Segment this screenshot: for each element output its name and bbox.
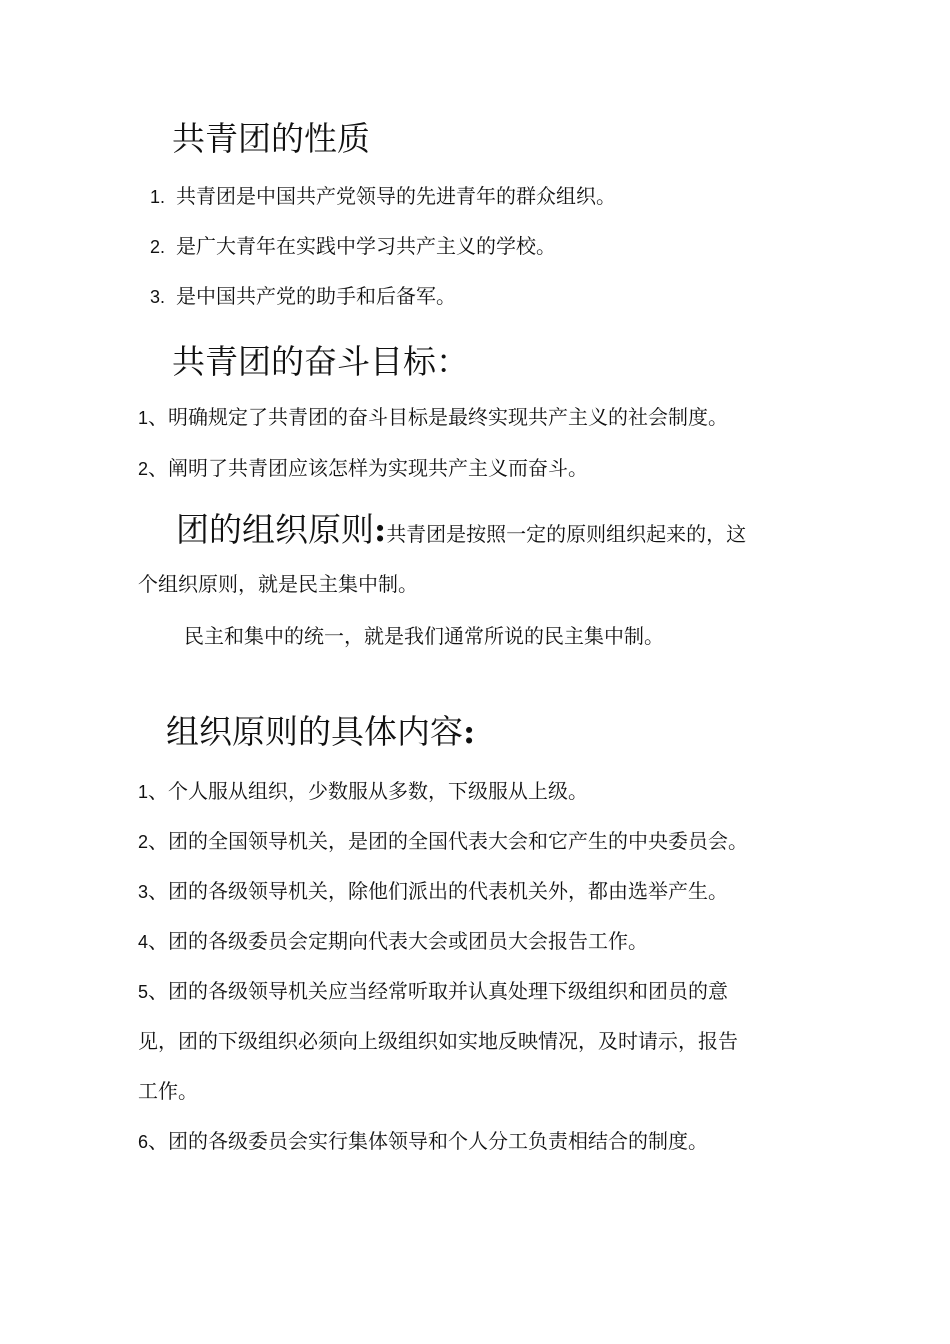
- list-item: [150, 182, 616, 211]
- section-title-goal: 共青团的奋斗目标：: [172, 342, 469, 381]
- section-title-principle: 团的组织原则: [176, 510, 374, 549]
- list-item-text: 、个人服从组织，少数服从多数，下级服从上级。: [148, 779, 589, 803]
- list-item-text: 、团的各级领导机关应当经常听取并认真处理下级组织和团员的意: [148, 979, 729, 1003]
- list-number: 3: [138, 882, 149, 902]
- list-item: [138, 827, 748, 856]
- list-number: 2: [138, 832, 149, 852]
- list-number: 1: [138, 782, 149, 802]
- list-item-text: 、团的各级委员会实行集体领导和个人分工负责相结合的制度。: [148, 1129, 709, 1153]
- title-colon: :: [374, 510, 387, 549]
- principle-text-cont: 个组织原则，就是民主集中制。: [138, 572, 418, 596]
- list-item-text: 、团的全国领导机关，是团的全国代表大会和它产生的中央委员会。: [148, 829, 749, 853]
- list-item-text: 、团的各级委员会定期向代表大会或团员大会报告工作。: [148, 929, 649, 953]
- list-item-text: 工作。: [138, 1079, 198, 1103]
- list-number: 1: [138, 408, 149, 428]
- list-item-continuation: [138, 1077, 198, 1105]
- list-item-text: 是广大青年在实践中学习共产主义的学校。: [176, 234, 556, 258]
- section-title-nature: 共青团的性质: [172, 119, 370, 158]
- list-item: [138, 977, 728, 1006]
- title-colon: :: [463, 712, 476, 751]
- list-number: 2: [138, 459, 149, 479]
- list-item: [150, 282, 456, 311]
- list-item-continuation: [138, 1027, 738, 1055]
- content-title-text: 组织原则的具体内容: [166, 712, 463, 751]
- list-item-text: 是中国共产党的助手和后备军。: [176, 284, 456, 308]
- list-number: 6: [138, 1132, 149, 1152]
- principle-summary: 民主和集中的统一，就是我们通常所说的民主集中制。: [184, 624, 664, 648]
- list-number: 4: [138, 932, 149, 952]
- list-item-text: 、明确规定了共青团的奋斗目标是最终实现共产主义的社会制度。: [148, 405, 729, 429]
- list-item: [138, 927, 648, 956]
- list-item: [138, 777, 588, 806]
- list-item-text: 共青团是中国共产党领导的先进青年的群众组织。: [176, 184, 616, 208]
- list-item: [138, 1127, 708, 1156]
- list-item: [138, 403, 728, 432]
- list-number: 2.: [150, 237, 166, 257]
- section-title-content: [166, 712, 475, 752]
- list-number: 1.: [150, 187, 166, 207]
- list-item-text: 、阐明了共青团应该怎样为实现共产主义而奋斗。: [148, 456, 589, 480]
- principle-text: 共青团是按照一定的原则组织起来的，这: [386, 522, 747, 546]
- list-item-text: 、团的各级领导机关，除他们派出的代表机关外，都由选举产生。: [148, 879, 729, 903]
- list-item: [150, 232, 556, 261]
- list-number: 5: [138, 982, 149, 1002]
- principle-paragraph: [176, 510, 746, 554]
- list-item: [138, 454, 588, 483]
- list-item-text: 见，团的下级组织必须向上级组织如实地反映情况，及时请示，报告: [138, 1029, 738, 1053]
- list-number: 3.: [150, 287, 166, 307]
- list-item: [138, 877, 728, 906]
